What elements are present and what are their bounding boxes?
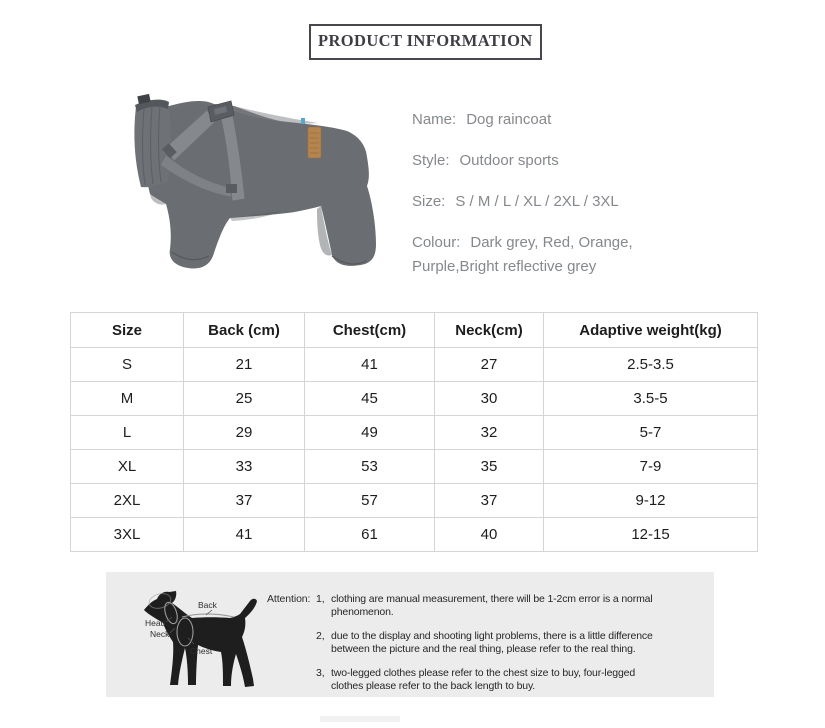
cell: 5-7 [544, 416, 758, 450]
cell: 33 [184, 450, 305, 484]
diagram-label-back: Back [198, 600, 217, 610]
page-title-box [309, 24, 542, 60]
cell: 25 [184, 382, 305, 416]
detail-style [412, 149, 674, 173]
column-header-size: Size [71, 313, 184, 348]
note-line: phenomenon. [331, 606, 394, 618]
cell: M [71, 382, 184, 416]
detail-label: Size: [412, 193, 446, 210]
detail-label: Style: [412, 152, 450, 169]
detail-value: S / M / L / XL / 2XL / 3XL [455, 193, 619, 210]
cell: 3.5-5 [544, 382, 758, 416]
next-section-edge [320, 716, 400, 722]
column-header-chest: Chest(cm) [305, 313, 435, 348]
detail-name [412, 108, 674, 132]
attention-note-2 [316, 630, 653, 656]
column-header-weight: Adaptive weight(kg) [544, 313, 758, 348]
note-number: 2, [316, 630, 325, 642]
detail-value: Dark grey, Red, Orange, [470, 234, 633, 251]
detail-colour [412, 231, 674, 279]
cell: 35 [435, 450, 544, 484]
cell: 41 [305, 348, 435, 382]
cell: 21 [184, 348, 305, 382]
attention-label: Attention: [267, 593, 311, 605]
cell: 30 [435, 382, 544, 416]
table-row [71, 382, 758, 416]
diagram-label-chest: Chest [190, 646, 213, 656]
note-line: between the picture and the real thing, please refer to the real thing. [331, 643, 636, 655]
cell: 9-12 [544, 484, 758, 518]
cell: XL [71, 450, 184, 484]
note-text [331, 593, 653, 619]
cell: 41 [184, 518, 305, 552]
blue-tab [301, 118, 305, 124]
cell: 45 [305, 382, 435, 416]
product-details [412, 108, 674, 279]
column-header-back: Back (cm) [184, 313, 305, 348]
attention-note-1 [316, 593, 653, 619]
cell: 49 [305, 416, 435, 450]
cell: 37 [435, 484, 544, 518]
note-line: due to the display and shooting light problems, there is a little difference [331, 630, 653, 642]
cell: 29 [184, 416, 305, 450]
attention-panel [106, 572, 714, 697]
cell: 2.5-3.5 [544, 348, 758, 382]
detail-value: Outdoor sports [459, 152, 559, 169]
raincoat-body [145, 101, 376, 269]
note-line: two-legged clothes please refer to the chest size to buy, four-legged [331, 667, 636, 679]
cell: 57 [305, 484, 435, 518]
harness-adjuster [226, 184, 237, 193]
note-text [331, 667, 635, 693]
cell: 27 [435, 348, 544, 382]
diagram-label-neck: Neck [150, 629, 170, 639]
cell: 3XL [71, 518, 184, 552]
note-text [331, 630, 653, 656]
table-row [71, 348, 758, 382]
detail-value-line2: Purple,Bright reflective grey [412, 258, 597, 275]
table-header-row [71, 313, 758, 348]
detail-size [412, 190, 674, 214]
table-row [71, 416, 758, 450]
table-row [71, 518, 758, 552]
size-chart-table [70, 312, 758, 552]
detail-label: Colour: [412, 234, 461, 251]
cell: 2XL [71, 484, 184, 518]
cell: 37 [184, 484, 305, 518]
table-row [71, 484, 758, 518]
detail-value: Dog raincoat [466, 111, 552, 128]
attention-note-3 [316, 667, 653, 693]
cell: 53 [305, 450, 435, 484]
cell: 32 [435, 416, 544, 450]
note-line: clothing are manual measurement, there will be 1-2cm error is a normal [331, 593, 653, 605]
cell: 7-9 [544, 450, 758, 484]
raincoat-collar [134, 102, 171, 187]
page-title: PRODUCT INFORMATION [318, 31, 533, 50]
attention-notes [316, 593, 653, 693]
note-number: 1, [316, 593, 325, 605]
diagram-label-head: Head [145, 618, 166, 628]
cell: L [71, 416, 184, 450]
note-line: clothes please refer to the back length to buy. [331, 680, 536, 692]
dog-measurement-diagram [138, 588, 266, 690]
cell: 12-15 [544, 518, 758, 552]
column-header-neck: Neck(cm) [435, 313, 544, 348]
detail-label: Name: [412, 111, 457, 128]
product-photo [108, 85, 403, 300]
cell: 61 [305, 518, 435, 552]
cell: 40 [435, 518, 544, 552]
note-number: 3, [316, 667, 325, 679]
table-row [71, 450, 758, 484]
cell: S [71, 348, 184, 382]
